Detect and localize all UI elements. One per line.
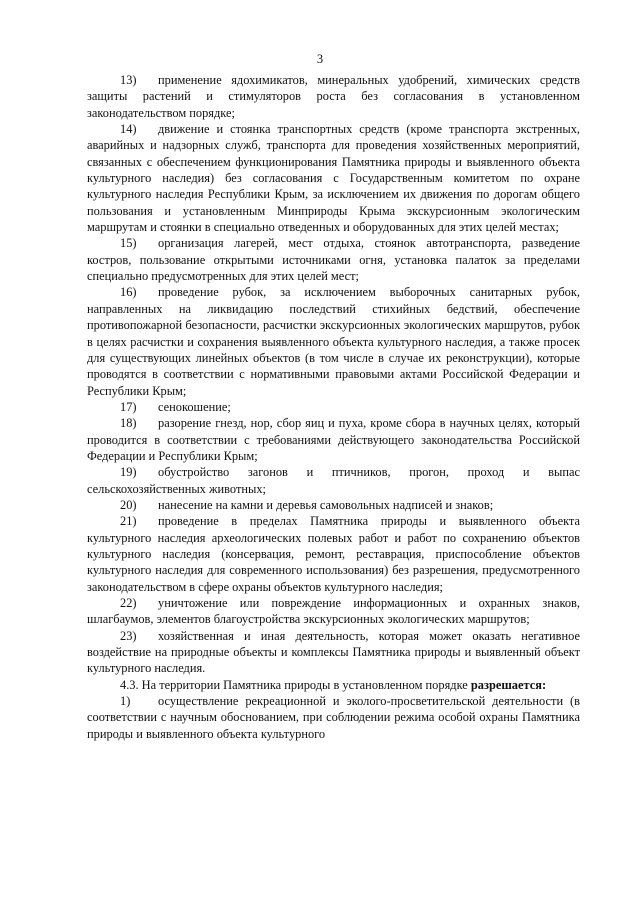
list-item-14 [87, 121, 580, 235]
section-heading [87, 677, 580, 693]
item-number: 1) [120, 694, 131, 709]
item-number: 18) [120, 416, 137, 431]
item-text: обустройство загонов и птичников, прогон, проход и выпас сельскохозяйственных животных; [87, 465, 580, 496]
item-text: нанесение на камни и деревья самовольных надписей и знаков; [158, 497, 494, 512]
item-number: 15) [120, 236, 137, 251]
section-bold-text: разрешается: [470, 677, 547, 692]
item-text: уничтожение или повреждение информационных и охранных знаков, шлагбаумов, элементов благоустройства экскурсионных экологических маршрутов; [87, 596, 580, 627]
item-number: 21) [120, 514, 137, 529]
list-item-13 [87, 72, 580, 121]
item-text: проведение в пределах Памятника природы и выявленного объекта культурного наследия археологических полевых работ и работ по сохранению объектов культурного наследия (консервация, ремонт, реставрация, приспособление объектов культурного наследия для современного использования) без разрешения, предусмотренного законодательством в сфере охраны объектов культурного наследия; [87, 514, 580, 594]
item-text: разорение гнезд, нор, сбор яиц и пуха, кроме сбора в научных целях, который проводится в соответствии с требованиями действующего законодательства Российской Федерации и Республики Крым; [87, 416, 580, 463]
item-text: организация лагерей, мест отдыха, стоянок автотранспорта, разведение костров, пользование открытыми источниками огня, установка палаток за пределами специально предусмотренных для этих целей мест; [87, 236, 580, 284]
item-text: сенокошение; [158, 399, 231, 414]
item-text: применение ядохимикатов, минеральных удобрений, химических средств защиты растений и стимуляторов роста без согласования в установленном законодательством порядке; [87, 73, 580, 120]
item-text: хозяйственная и иная деятельность, которая может оказать негативное воздействие на природные объекты и комплексы Памятника природы и выявленный объект культурного наследия. [87, 628, 580, 676]
list-item-17 [87, 399, 580, 415]
item-text: осуществление рекреационной и эколого-просветительской деятельности (в соответствии с научным обоснованием, при соблюдении режима особой охраны Памятника природы и выявленного объекта культурного [87, 694, 580, 741]
page-number: 3 [316, 52, 324, 66]
item-number: 19) [120, 465, 137, 480]
list-item-22 [87, 595, 580, 628]
list-item-21 [87, 513, 580, 595]
item-number: 23) [120, 628, 137, 643]
item-text: движение и стоянка транспортных средств (кроме транспорта экстренных, аварийных и надзорных служб, транспорта для проведения хозяйственных мероприятий, связанных с обеспечением функционирования Памятника природы и выявленного объекта культурного наследия) без согласования с Государственным комитетом по охране культурного наследия Республики Крым, за исключением их движения по дорогам общего пользования и установленным Минприроды Крыма экскурсионным экологическим маршрутам и стоянки в специально отведенных и оборудованных для этих целей местах; [87, 122, 580, 235]
document-body [87, 72, 580, 742]
section-text: 4.3. На территории Памятника природы в установленном порядке [120, 677, 468, 692]
item-number: 13) [120, 73, 137, 87]
item-text: проведение рубок, за исключением выборочных санитарных рубок, направленных на ликвидацию последствий стихийных бедствий, обеспечение противопожарной безопасности, расчистки экскурсионных экологических маршрутов, рубок в целях расчистки и сохранения выявленного объекта культурного наследия, а также просек для существующих линейных объектов (в том числе в случае их реконструкции), которые проводятся в соответствии с нормативными правовыми актами Российской Федерации и Республики Крым; [87, 285, 580, 398]
item-number: 22) [120, 596, 137, 610]
item-number: 14) [120, 122, 137, 137]
list-item-18 [87, 415, 580, 464]
item-number: 20) [120, 497, 137, 512]
item-number: 17) [120, 399, 137, 414]
list-item-20 [87, 497, 580, 513]
list-item-15 [87, 235, 580, 284]
list-item-23 [87, 628, 580, 677]
list-item-16 [87, 284, 580, 398]
list-item-19 [87, 464, 580, 497]
item-number: 16) [120, 285, 137, 300]
allowed-item-1 [87, 693, 580, 742]
